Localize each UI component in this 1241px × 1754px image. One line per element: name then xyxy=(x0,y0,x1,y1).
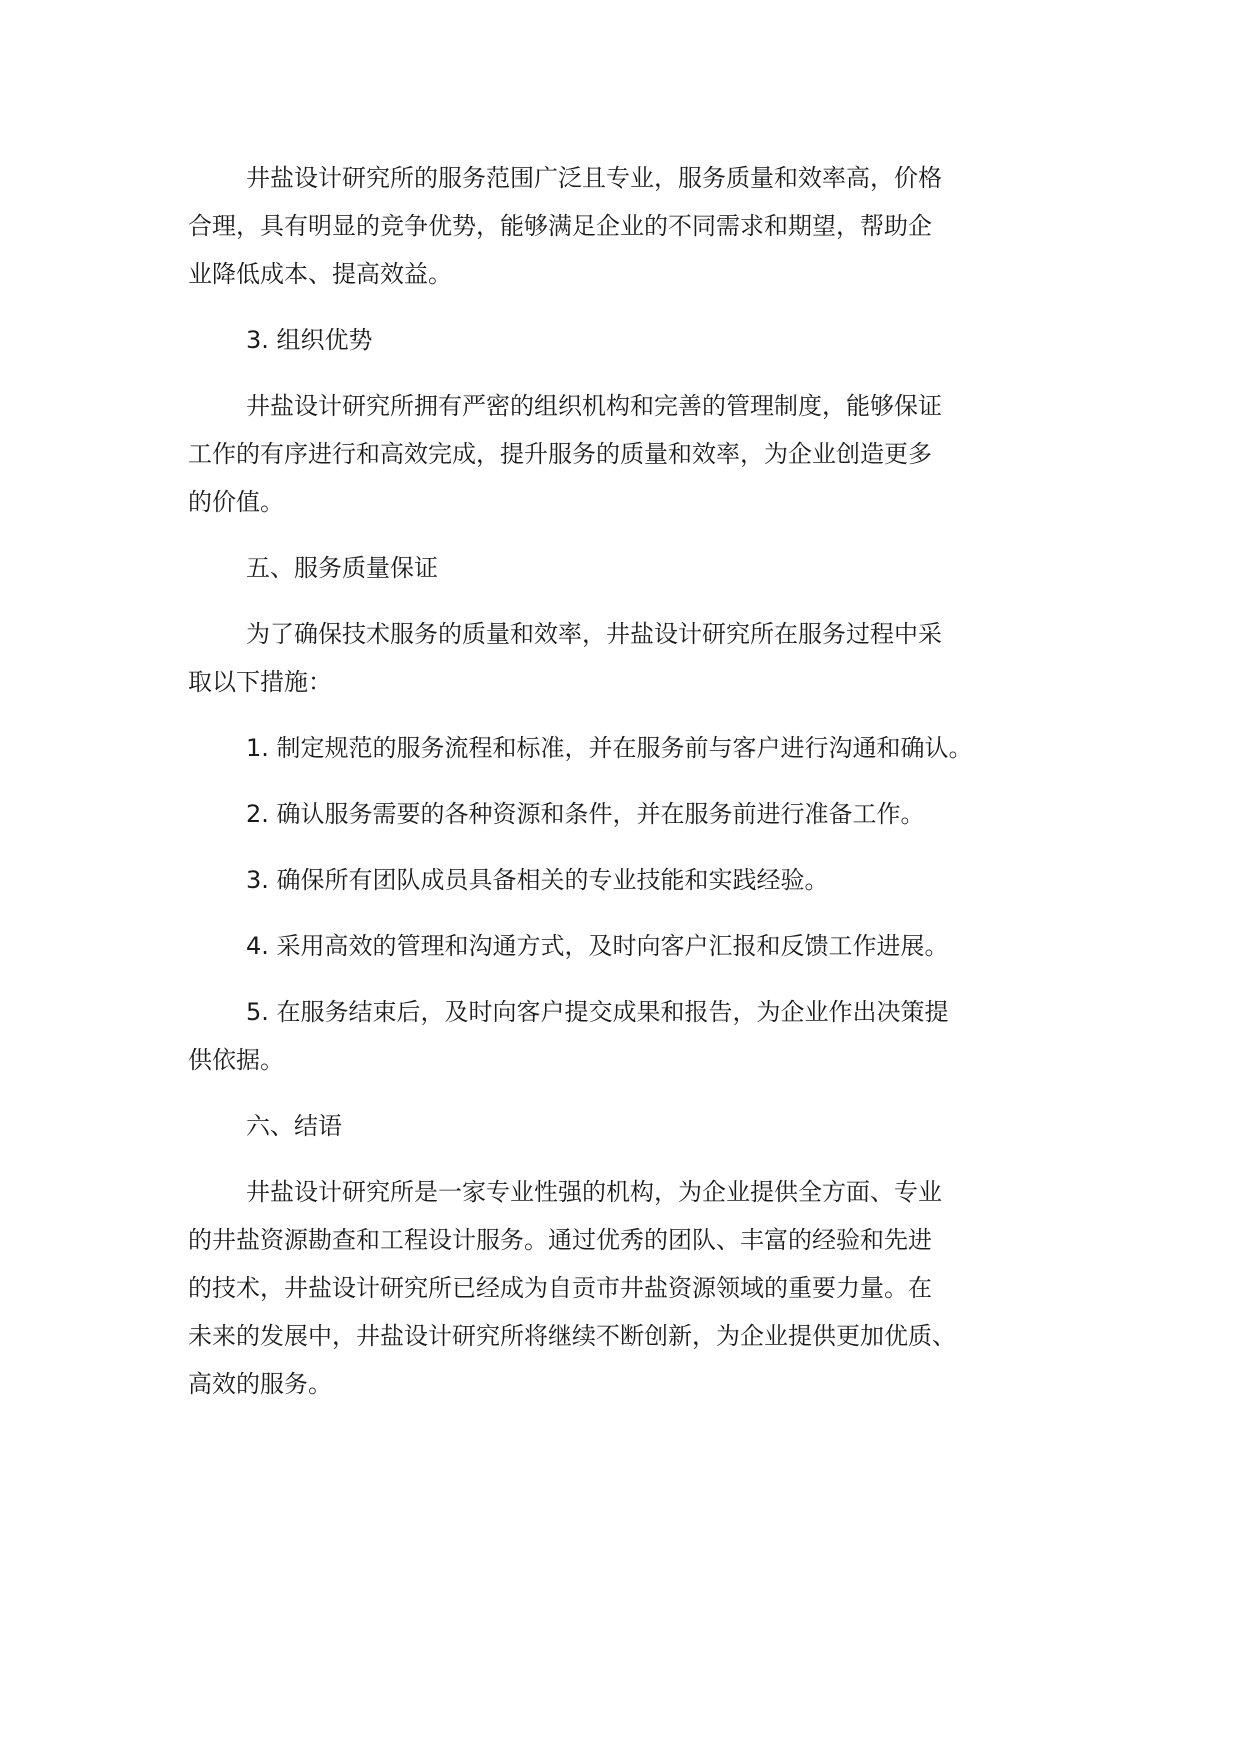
text-line: 取以下措施： xyxy=(188,668,332,696)
heading-quality-assurance xyxy=(188,544,1068,592)
text-line: 井盐设计研究所拥有严密的组织机构和完善的管理制度，能够保证 xyxy=(246,392,942,420)
text-line: 的井盐资源勘查和工程设计服务。通过优秀的团队、丰富的经验和先进 xyxy=(188,1226,932,1254)
list-item-text: 1. 制定规范的服务流程和标准，并在服务前与客户进行沟通和确认。 xyxy=(246,734,973,762)
section-heading: 五、服务质量保证 xyxy=(246,554,438,582)
list-item-3 xyxy=(188,856,1068,904)
list-item-5 xyxy=(188,988,1068,1084)
list-item-2 xyxy=(188,790,1068,838)
list-item-text: 5. 在服务结束后，及时向客户提交成果和报告，为企业作出决策提 xyxy=(246,998,949,1026)
heading-conclusion xyxy=(188,1102,1068,1150)
list-item-text: 3. 确保所有团队成员具备相关的专业技能和实践经验。 xyxy=(246,866,829,894)
text-line: 的技术，井盐设计研究所已经成为自贡市井盐资源领域的重要力量。在 xyxy=(188,1274,932,1302)
heading-organization-advantage xyxy=(188,316,1068,364)
list-item-text: 供依据。 xyxy=(188,1046,284,1074)
text-line: 的价值。 xyxy=(188,488,284,516)
section-heading: 3. 组织优势 xyxy=(246,326,373,354)
paragraph-organization xyxy=(188,382,1068,526)
section-heading: 六、结语 xyxy=(246,1112,342,1140)
text-line: 合理，具有明显的竞争优势，能够满足企业的不同需求和期望，帮助企 xyxy=(188,212,932,240)
document-body xyxy=(188,154,1068,1408)
text-line: 为了确保技术服务的质量和效率，井盐设计研究所在服务过程中采 xyxy=(246,620,942,648)
text-line: 工作的有序进行和高效完成，提升服务的质量和效率，为企业创造更多 xyxy=(188,440,932,468)
text-line: 业降低成本、提高效益。 xyxy=(188,260,452,288)
list-item-4 xyxy=(188,922,1068,970)
paragraph-conclusion xyxy=(188,1168,1068,1408)
list-item-text: 2. 确认服务需要的各种资源和条件，并在服务前进行准备工作。 xyxy=(246,800,925,828)
text-line: 未来的发展中，井盐设计研究所将继续不断创新，为企业提供更加优质、 xyxy=(188,1322,956,1350)
list-item-text: 4. 采用高效的管理和沟通方式，及时向客户汇报和反馈工作进展。 xyxy=(246,932,949,960)
paragraph-service-summary xyxy=(188,154,1068,298)
list-item-1 xyxy=(188,724,1068,772)
paragraph-quality-intro xyxy=(188,610,1068,706)
text-line: 井盐设计研究所的服务范围广泛且专业，服务质量和效率高，价格 xyxy=(246,164,942,192)
text-line: 井盐设计研究所是一家专业性强的机构，为企业提供全方面、专业 xyxy=(246,1178,942,1206)
text-line: 高效的服务。 xyxy=(188,1370,332,1398)
